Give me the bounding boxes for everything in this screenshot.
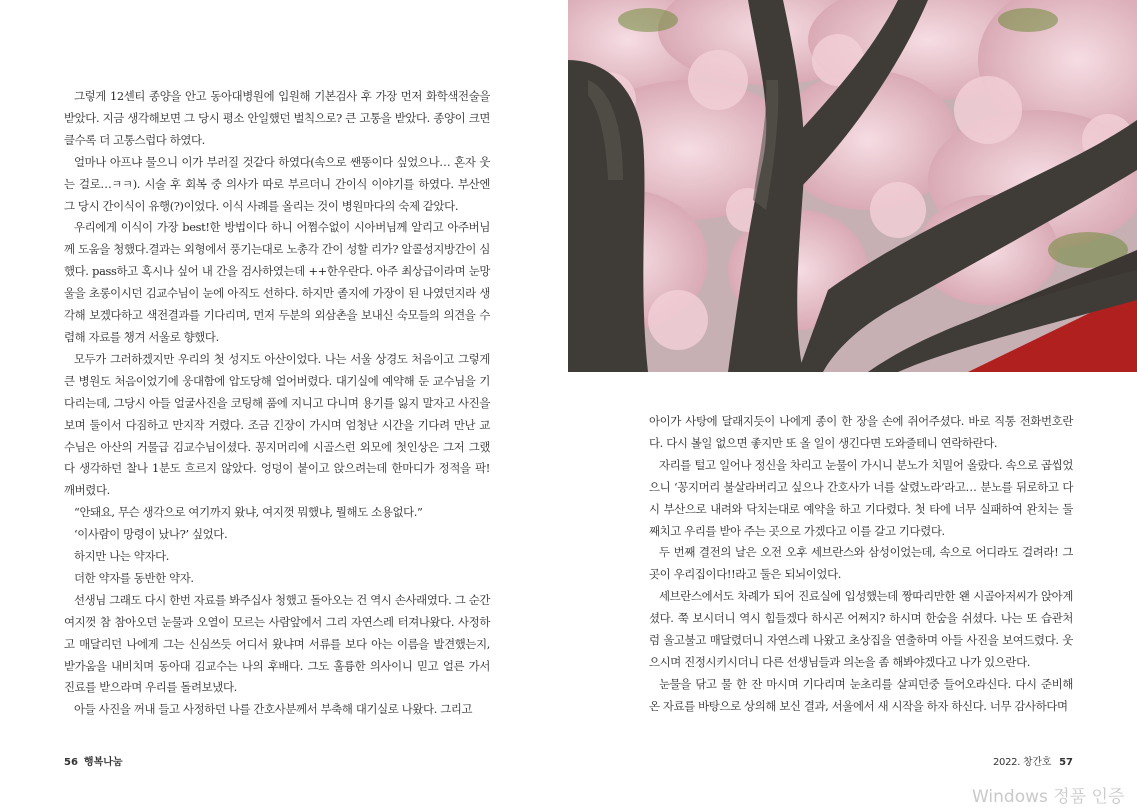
issue-label: 2022. 창간호 (992, 757, 1052, 768)
right-page-text (649, 411, 1073, 718)
windows-activation-watermark: Windows 정품 인증 (972, 787, 1125, 807)
paragraph: 두 번째 결전의 날은 오전 오후 세브란스와 삼성이었는데, 속으로 어디라도 걸려라! 그 곳이 우리집이다!!라고 둘은 되뇌이었다. (649, 545, 1073, 582)
paragraph: ‘이사람이 망령이 났나?’ 싶었다. (74, 527, 228, 542)
paragraph: 그렇게 12센티 종양을 안고 동아대병원에 입원해 기본검사 후 가장 먼저 화학색전술을 받았다. 지금 생각해보면 그 당시 평소 안일했던 벌칙으로? 큰 고통을 받았다. 종양이 크면 클수록 더 고통스럽다 하였다. (64, 89, 490, 147)
paragraph: 아이가 사탕에 달래지듯이 나에게 종이 한 장을 손에 쥐어주셨다. 바로 직통 전화번호란다. 다시 볼일 없으면 좋지만 또 올 일이 생긴다면 도와줄테니 연락하란다. (649, 414, 1073, 450)
page-footer-right (993, 753, 1073, 768)
paragraph: 아들 사진을 꺼내 들고 사정하던 나를 간호사분께서 부축해 대기실로 나왔다. 그리고 (74, 702, 473, 717)
cherry-blossom-photo (568, 0, 1137, 372)
paragraph: 세브란스에서도 차례가 되어 진료실에 입성했는데 짱따리만한 왠 시골아저씨가 앉아계셨다. 쭉 보시더니 역시 힘들겠다 하시곤 어쩌지? 하시며 한숨을 쉬셨다. 나는 또 습관처럼 울고불고 매달렸더니 자연스레 나왔고 초상집을 연출하며 아들 사진을 보여드렸다. 웃으시며 진정시키시더니 다른 선생님들과 의논을 좀 해봐야겠다고 나가 있으란다. (649, 589, 1073, 669)
paragraph: 하지만 나는 약자다. (74, 549, 170, 564)
left-page-text (64, 86, 490, 721)
page-number: 57 (1059, 757, 1073, 768)
paragraph: 선생님 그래도 다시 한번 자료를 봐주십사 청했고 돌아오는 건 역시 손사래였다. 그 순간 여지껏 참 참아오던 눈물과 오열이 모르는 사람앞에서 그리 자연스레 터져나왔다. 사정하고 매달리던 나에게 그는 신심쓰듯 어디서 왔냐며 서류를 보다 아는 이름을 발견했는지, 받가움을 내비치며 동아대 김교수는 나의 후배다. 그도 훌륭한 의사이니 믿고 얼른 가서 진료를 받으라며 우리를 돌려보냈다. (64, 592, 490, 695)
paragraph: 모두가 그러하겠지만 우리의 첫 성지도 아산이었다. 나는 서울 상경도 처음이고 그렇게 큰 병원도 처음이었기에 웅대함에 압도당해 얼어버렸다. 대기실에 예약해 둔 교수님을 기다리는데, 그당시 아들 얼굴사진을 코팅해 품에 지니고 다니며 용기를 잃지 말자고 사진을 보며 둘이서 다짐하고 만지작 거렸다. 조금 긴장이 가시며 엄청난 시간을 기다려 만난 교수님은 아산의 거물급 김교수님이셨다. 꽁지머리에 시골스런 외모에 첫인상은 그저 그랬다 생각하던 찰나 1분도 흐르지 않았다. 엉덩이 붙이고 앉으려는데 한마디가 정적을 팍! 깨버렸다. (64, 351, 490, 498)
paragraph: 자리를 털고 일어나 정신을 차리고 눈물이 가시니 분노가 치밀어 올랐다. 속으로 곱씹었으니 ‘꽁지머리 불살라버리고 싶으나 간호사가 너를 살렸노라’라고… 분노를 뒤로하고 다시 부산으로 내려와 닥치는대로 예약을 하고 기다렸다. 첫 타에 너무 실패하여 완치는 둘째치고 우리를 받아 주는 곳으로 가겠다고 이를 갈고 기다렸다. (649, 457, 1073, 538)
magazine-title: 행복나눔 (83, 757, 123, 768)
paragraph: 눈물을 닦고 물 한 잔 마시며 기다리며 눈초리를 살피던중 들어오라신다. 다시 준비해 온 자료를 바탕으로 상의해 보신 결과, 서울에서 새 시작을 하자 하신다. 너무 감사하다며 (649, 676, 1073, 713)
page-number: 56 (64, 757, 78, 768)
quote-line: “안돼요, 무슨 생각으로 여기까지 왔냐, 여지껏 뭐했냐, 뭘해도 소용없다.” (74, 505, 423, 520)
paragraph: 더한 약자를 동반한 약자. (74, 570, 194, 585)
paragraph: 얼마나 아프냐 물으니 이가 부러질 것같다 하였다(속으로 쌘똥이다 싶었으나… 혼자 웃는 걸로…ㅋㅋ). 시술 후 회복 중 의사가 따로 부르더니 간이식 이야기를 하였다. 부산엔 그 당시 간이식이 유행(?)이었다. 이식 사례를 올리는 것이 병원마다의 숙제 같았다. (64, 154, 490, 213)
page-footer-left (64, 753, 123, 768)
paragraph: 우리에게 이식이 가장 best!한 방법이다 하니 어쩜수없이 시아버님께 알리고 아주버님께 도움을 청했다.결과는 외형에서 풍기는대로 노총각 간이 성할 리가? 알콜성지방간이 심했다. pass하고 혹시나 싶어 내 간을 검사하였는데 ++한우란다. 아주 최상급이라며 눈망울을 초롱이시던 김교수님이 눈에 아직도 선하다. 하지만 졸지에 가장이 된 나였던지라 생각해 보겠다하고 색전결과를 기다리며, 먼저 두분의 외삼촌을 보내신 숙모들의 의견을 수렴해 자료를 챙겨 서울로 향했다. (64, 220, 490, 344)
